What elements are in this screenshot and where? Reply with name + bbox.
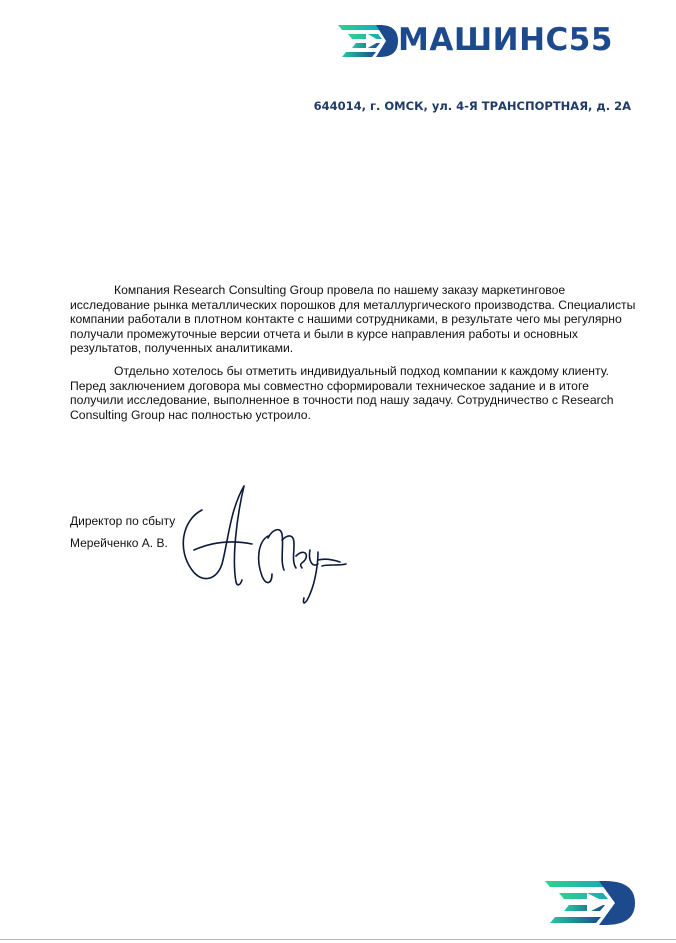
brand-logo [336,20,626,62]
handwritten-signature [172,480,352,620]
letter-paragraph: Отдельно хотелось бы отметить индивидуальный подход компании к каждому клиенту. Перед заключением договора мы совместно сформировали техническое задание и в итоге получили исследование, выполненное в точности под нашу задачу. Сотрудничество с Research Consulting Group нас полностью устроило. [70,363,614,422]
brand-arrow-icon [336,23,398,61]
signatory-block [70,510,175,554]
brand-name: МАШИНС55 [398,22,613,58]
company-address: 644014, г. ОМСК, ул. 4-Я ТРАНСПОРТНАЯ, д. 2А [313,99,631,113]
signatory-position: Директор по сбыту [70,514,176,528]
brand-arrow-icon [543,879,637,927]
signatory-name: Мерейченко А. В. [70,536,168,550]
page-bottom-divider [0,939,676,940]
letter-paragraph: Компания Research Consulting Group провела по нашему заказу маркетинговое исследование рынка металлических порошков для металлургического производства. Специалисты компании работали в плотном контакте с нашими сотрудниками, в результате чего мы регулярно получали промежуточные версии отчета и были в курсе направления работы и основных результатов, полученных аналитиками. [70,283,636,356]
letter-body [70,283,636,430]
